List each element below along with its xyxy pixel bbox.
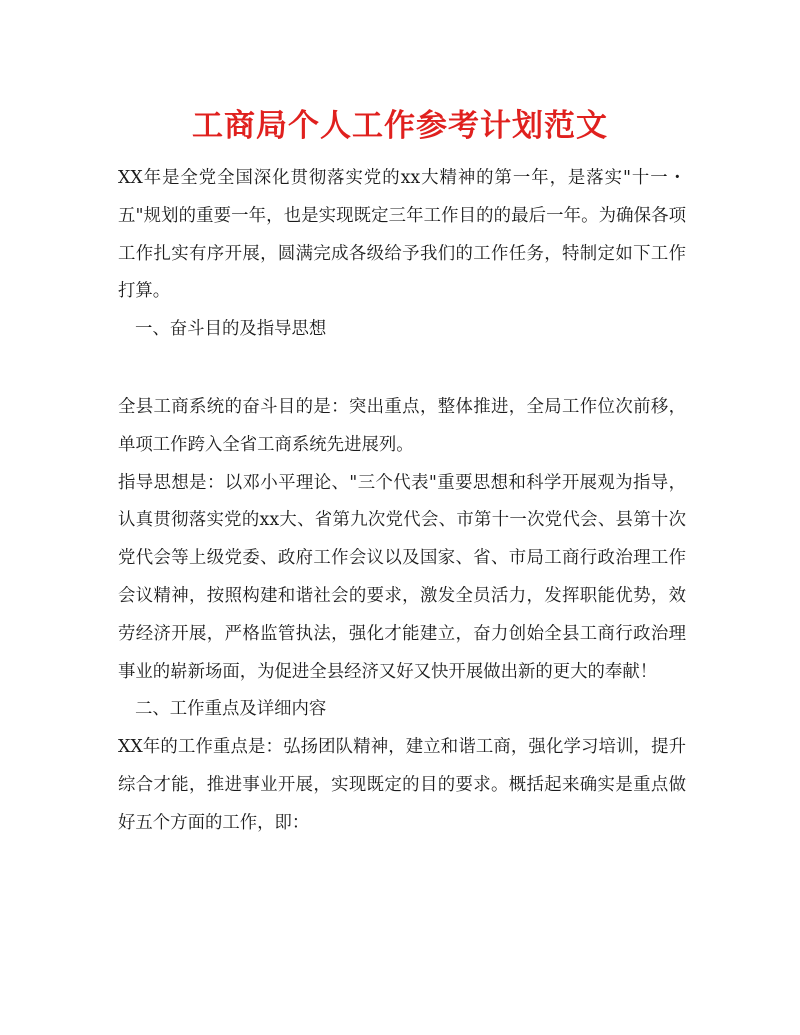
section-heading-focus: 二、工作重点及详细内容 [135,699,327,720]
document-title: 工商局个人工作参考计划范文 [192,108,608,144]
goals-paragraph: 全县工商系统的奋斗目的是：突出重点，整体推进，全局工作位次前移，单项工作跨入全省工商系统先进展列。 [118,396,686,455]
intro-paragraph: XX年是全党全国深化贯彻落实党的xx大精神的第一年，是落实"十一・五"规划的重要一年，也是实现既定三年工作目的的最后一年。为确保各项工作扎实有序开展，圆满完成各级给予我们的工作任务，特制定如下工作打算。 [118,168,686,302]
guiding-thought-paragraph: 指导思想是：以邓小平理论、"三个代表"重要思想和科学开展观为指导，认真贯彻落实党的xx大、省第九次党代会、市第十一次党代会、县第十次党代会等上级党委、政府工作会议以及国家、省、市局工商行政治理工作会议精神，按照构建和谐社会的要求，激发全员活力，发挥职能优势，效劳经济开展，严格监管执法，强化才能建立，奋力创始全县工商行政治理事业的崭新场面，为促进全县经济又好又快开展做出新的更大的奉献！ [118,472,686,682]
document-body [118,160,686,843]
blank-line [118,349,686,389]
focus-paragraph: XX年的工作重点是：弘扬团队精神，建立和谐工商，强化学习培训，提升综合才能，推进事业开展，实现既定的目的要求。概括起来确实是重点做好五个方面的工作，即： [118,737,686,833]
section-heading-goals: 一、奋斗目的及指导思想 [135,319,327,340]
